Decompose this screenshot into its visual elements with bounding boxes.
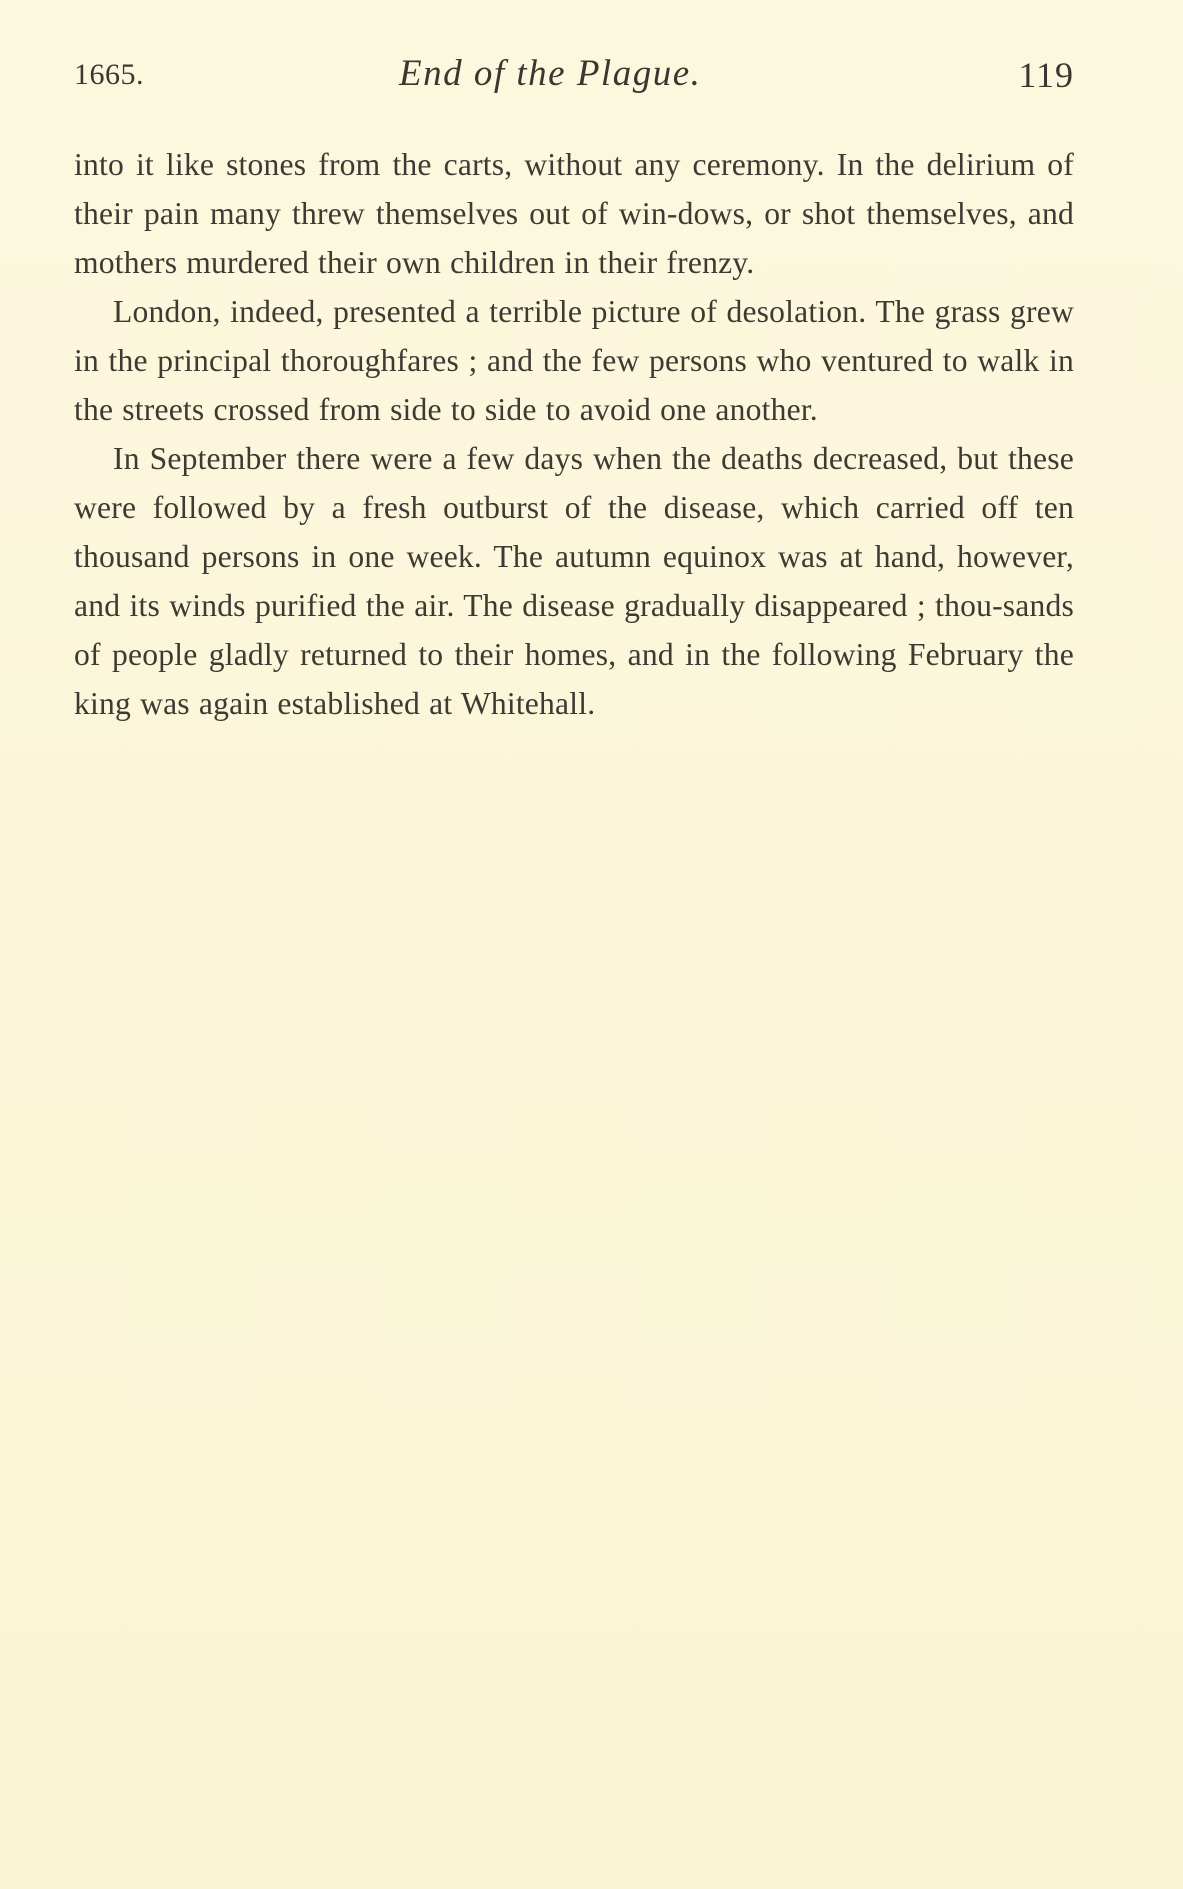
body-text bbox=[74, 140, 1074, 728]
running-head-title: End of the Plague. bbox=[399, 53, 702, 94]
paragraph-continued: into it like stones from the carts, without any ceremony. In the delirium of their pain many threw themselves out of win-dows, or shot themselves, and mothers murdered their own children in their frenzy. bbox=[74, 147, 1074, 280]
paragraph: In September there were a few days when the deaths decreased, but these were followed by a fresh outburst of the disease, which carried off ten thousand persons in one week. The autumn equinox was at hand, however, and its winds purified the air. The disease gradually disappeared ; thou-sands of people gladly returned to their homes, and in the following February the king was again established at Whitehall. bbox=[74, 441, 1074, 721]
running-head-year: 1665. bbox=[74, 58, 144, 91]
paragraph: London, indeed, presented a terrible picture of desolation. The grass grew in the principal thoroughfares ; and the few persons who ventured to walk in the streets crossed from side to side to avoid one another. bbox=[74, 294, 1074, 427]
running-head bbox=[74, 52, 1074, 102]
page-number: 119 bbox=[1018, 55, 1074, 95]
